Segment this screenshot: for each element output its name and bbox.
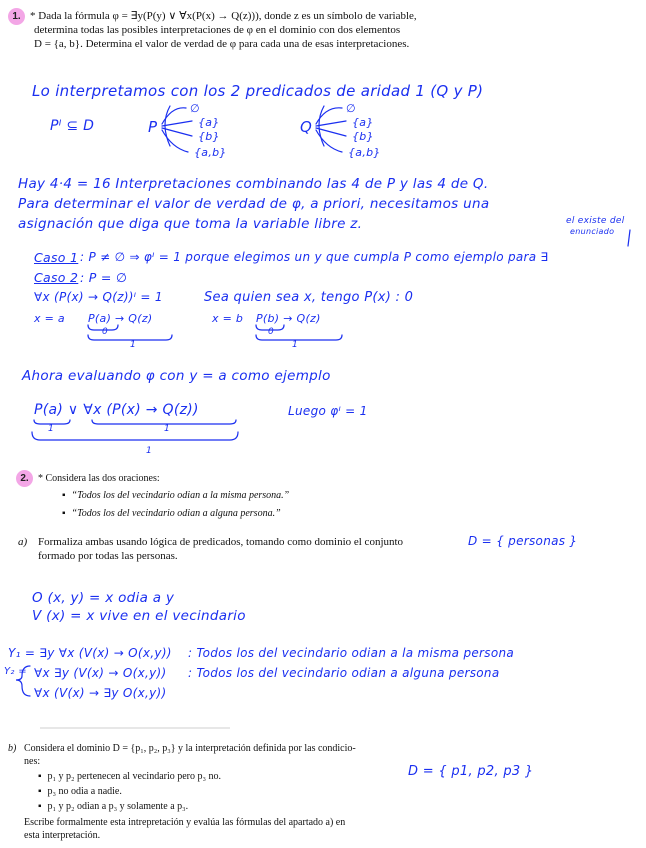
note-p-subset-d: Pᴵ ⊆ D [50,118,95,134]
part-a-line-1: Formaliza ambas usando lógica de predicados, tomando como dominio el conjunto [38,536,404,548]
note-interpretamos-line: Lo interpretamos con los 2 predicados de aridad 1 (Q y P) [32,82,484,100]
brace-xb-expression [256,335,342,340]
note-d-personas: D = { personas } [468,534,578,548]
note-y2-label: Y₂ = [4,666,27,677]
brace-pa-zero [88,325,118,330]
note-total-value-one: 1 [146,446,153,456]
note-luego-phi-one: Luego φᴵ = 1 [288,404,368,418]
note-v-definition: V (x) = x vive en el vecindario [32,608,246,624]
part-b-condition-1: ▪ p₁ y p₂ pertenecen al vecindario pero p₃ no. [38,771,221,782]
note-x-equals-b: x = b [212,312,244,325]
note-ahora-evaluando-line: Ahora evaluando φ con y = a como ejemplo [22,368,331,384]
part-b-closing-line-1: Escribe formalmente esta intrepretación y evalúa las fórmulas del apartado a) en [24,817,346,828]
problem-2-number-badge: 2. [16,470,33,487]
note-pa-zero: 0 [102,327,109,337]
problem-1-statement-line-2: determina todas las posibles interpretaciones de φ en el dominio con dos elementos [34,24,401,36]
note-y1-formula: Y₁ = ∃y ∀x (V(x) → O(x,y)) [8,646,172,660]
problem-1-number-badge: 1. [8,8,25,25]
note-asignacion-line: asignación que diga que toma la variable libre z. [18,216,363,232]
note-p-subset-ab: {a,b} [194,146,227,159]
note-pa-implies-qz: P(a) → Q(z) [88,312,153,325]
note-pa-value-one: 1 [48,424,55,434]
side-note-arrow [628,230,630,246]
note-sea-quien-line: Sea quien sea x, tengo P(x) : 0 [204,290,414,305]
part-a-line-2: formado por todas las personas. [38,550,178,562]
note-x-equals-a: x = a [34,312,65,325]
brace-pa [34,420,70,424]
part-b-condition-2: ▪ p₃ no odia a nadie. [38,786,122,797]
note-caso-2-label: Caso 2 [34,270,79,285]
part-b-line-2: nes: [24,756,41,767]
note-y2-formula-b: ∀x (V(x) → ∃y O(x,y)) [34,686,167,700]
brace-xa-expression [88,335,172,340]
note-d-set-p1-p2-p3: D = { p1, p2, p3 } [408,764,534,779]
note-y2-formula-a: ∀x ∃y (V(x) → O(x,y)) [34,666,167,680]
note-caso-1-label: Caso 1 [34,250,79,265]
note-pb-implies-qz: P(b) → Q(z) [256,312,321,325]
note-p-subset-a: {a} [198,116,220,129]
problem-1-statement-line-3: D = {a, b}. Determina el valor de verdad de φ para cada una de esas interpretaciones. [34,38,410,50]
problem-1-statement-line-1: * Dada la fórmula φ = ∃y(P(y) ∨ ∀x(P(x) → Q(z))), donde z es un símbolo de variable, [30,10,417,22]
note-q-subset-empty: ∅ [346,102,356,115]
note-p-subset-b: {b} [198,130,220,143]
problem-2-intro: * Considera las dos oraciones: [38,473,160,484]
note-caso-1-text: : P ≠ ∅ ⇒ φᴵ = 1 porque elegimos un y que cumpla P como ejemplo para ∃ [80,250,549,264]
note-q-subset-a: {a} [352,116,374,129]
brace-pb-zero [256,325,284,330]
part-b-closing-line-2: esta interpretación. [24,830,101,841]
note-xb-value-one: 1 [292,340,299,350]
note-forall-value-one: 1 [164,424,171,434]
part-a-label: a) [18,536,28,548]
note-pb-zero: 0 [268,327,275,337]
part-b-label: b) [8,743,17,754]
brace-forall [92,420,236,424]
problem-2-sentence-1: ▪ “Todos los del vecindario odian a la misma persona.” [62,490,289,501]
note-side-enunciado: enunciado [570,227,615,236]
note-xa-value-one: 1 [130,340,137,350]
note-q-subset-ab: {a,b} [348,146,381,159]
note-p-subset-empty: ∅ [190,102,200,115]
note-q-subset-b: {b} [352,130,374,143]
note-hay-16-line: Hay 4·4 = 16 Interpretaciones combinando las 4 de P y las 4 de Q. [18,176,489,192]
part-b-line-1: Considera el dominio D = {p₁, p₂, p₃} y la interpretación definida por las condicio- [24,743,356,754]
brace-whole-formula [32,432,238,440]
note-o-definition: O (x, y) = x odia a y [32,590,175,606]
part-b-condition-3: ▪ p₁ y p₂ odian a p₃ y solamente a p₃. [38,801,188,812]
note-evaluated-formula: P(a) ∨ ∀x (P(x) → Q(z)) [34,402,199,418]
problem-2-sentence-2: ▪ “Todos los del vecindario odian a alguna persona.” [62,508,281,519]
y2-left-brace [16,666,30,696]
note-q-predicate-label: Q [300,118,313,136]
note-y1-meaning: : Todos los del vecindario odian a la misma persona [188,646,515,660]
note-y2-meaning: : Todos los del vecindario odian a alguna persona [188,666,500,680]
note-side-existe: el existe del [566,216,625,226]
note-para-determinar-line: Para determinar el valor de verdad de φ, a priori, necesitamos una [18,196,490,212]
note-p-predicate-label: P [148,118,158,136]
note-forall-line: ∀x (P(x) → Q(z))ᴵ = 1 [34,290,163,304]
note-caso-2-text: : P = ∅ [80,270,128,285]
